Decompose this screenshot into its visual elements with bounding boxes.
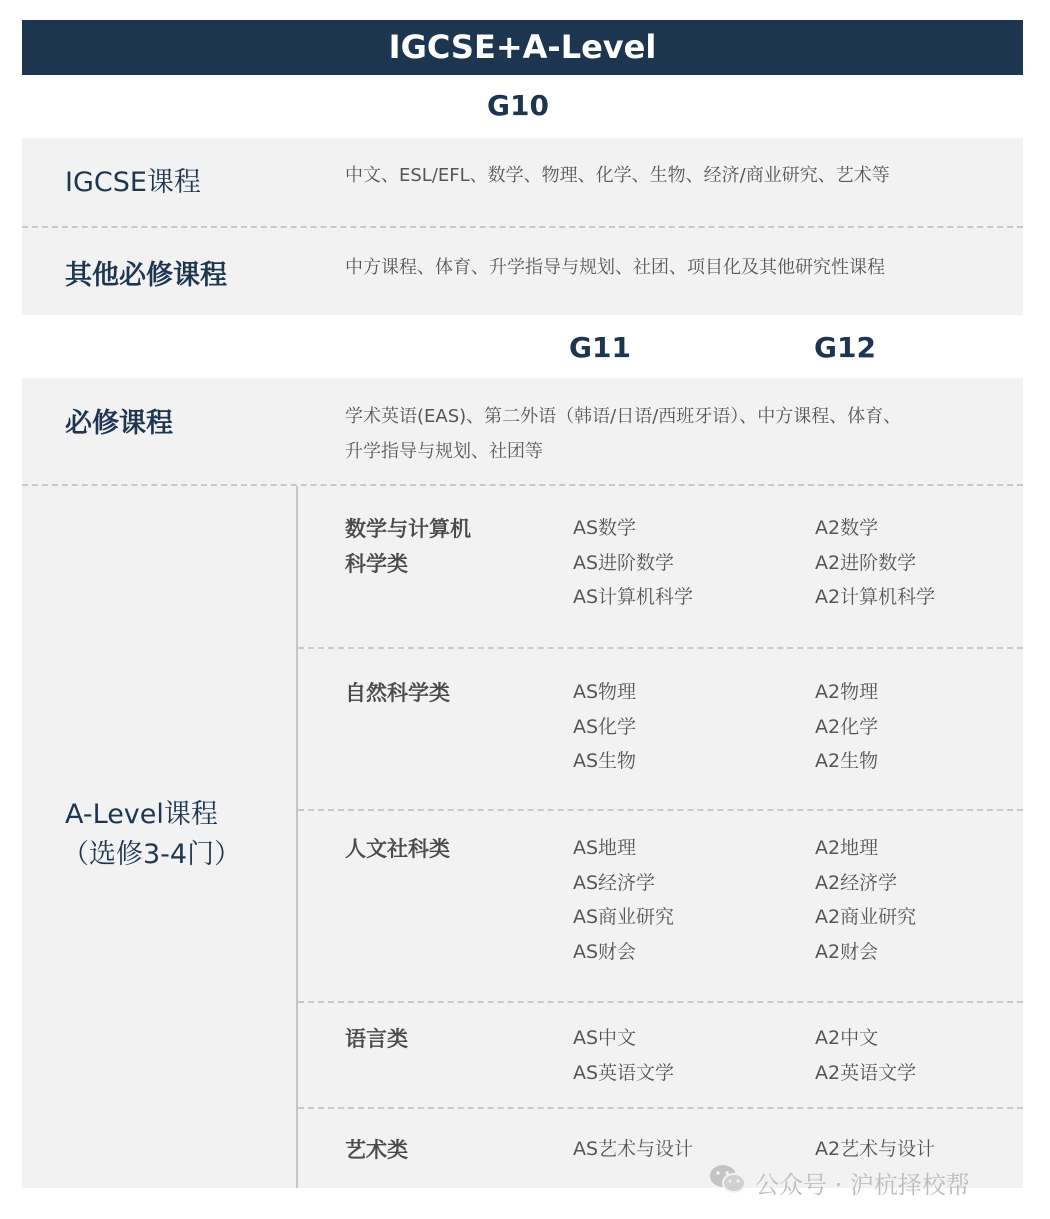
course-as: AS中文 — [573, 1027, 637, 1049]
required-text-line-2: 升学指导与规划、社团等 — [345, 441, 543, 462]
course-a2: A2地理 — [815, 837, 879, 859]
required-text-line-1: 学术英语(EAS)、第二外语（韩语/日语/西班牙语）、中方课程、体育、 — [345, 406, 902, 427]
course-as: AS生物 — [573, 750, 637, 772]
course-a2: A2经济学 — [815, 871, 898, 894]
course-as: AS商业研究 — [573, 906, 675, 928]
course-a2: A2计算机科学 — [815, 586, 936, 608]
course-as: AS化学 — [573, 715, 637, 738]
course-a2: A2化学 — [815, 715, 879, 738]
grade-g12: G12 — [814, 331, 876, 364]
course-a2: A2中文 — [815, 1027, 879, 1049]
group-name-arts: 艺术类 — [345, 1138, 408, 1162]
divider — [22, 226, 1023, 228]
course-as: AS地理 — [573, 837, 637, 859]
divider — [298, 1001, 1023, 1003]
course-as: AS计算机科学 — [573, 586, 694, 608]
divider — [298, 809, 1023, 811]
divider — [298, 647, 1023, 649]
course-a2: A2艺术与设计 — [815, 1138, 936, 1160]
course-as: AS英语文学 — [573, 1061, 675, 1084]
divider — [22, 484, 1023, 486]
row-text-igcse: 中文、ESL/EFL、数学、物理、化学、生物、经济/商业研究、艺术等 — [345, 165, 890, 186]
alevel-sublabel: （选修3-4门） — [62, 839, 242, 870]
column-divider — [296, 486, 298, 1188]
row-label-required: 必修课程 — [65, 408, 173, 439]
watermark-text: 公众号 · 沪杭择校帮 — [755, 1171, 970, 1199]
course-a2: A2商业研究 — [815, 906, 917, 928]
group-name-math-cs: 数学与计算机 — [345, 517, 471, 541]
course-a2: A2生物 — [815, 750, 879, 772]
alevel-label: A-Level课程 — [65, 799, 218, 830]
course-a2: A2英语文学 — [815, 1061, 917, 1084]
row-label-other-required: 其他必修课程 — [65, 260, 227, 291]
group-name-languages: 语言类 — [345, 1027, 408, 1051]
course-a2: A2进阶数学 — [815, 551, 917, 574]
course-as: AS艺术与设计 — [573, 1138, 694, 1160]
course-as: AS进阶数学 — [573, 551, 675, 574]
course-a2: A2数学 — [815, 517, 879, 539]
course-as: AS财会 — [573, 940, 637, 963]
course-a2: A2财会 — [815, 940, 879, 963]
course-a2: A2物理 — [815, 681, 879, 703]
wechat-icon — [708, 1163, 748, 1195]
course-as: AS数学 — [573, 517, 637, 539]
grade-g11: G11 — [569, 331, 631, 364]
course-as: AS物理 — [573, 681, 637, 703]
divider — [298, 1107, 1023, 1109]
grade-g10: G10 — [487, 89, 549, 122]
row-label-igcse: IGCSE课程 — [65, 167, 201, 198]
group-name-math-cs-line2: 科学类 — [345, 552, 408, 576]
course-as: AS经济学 — [573, 871, 656, 894]
row-text-other-required: 中方课程、体育、升学指导与规划、社团、项目化及其他研究性课程 — [345, 257, 885, 278]
page-title: IGCSE+A-Level — [388, 28, 657, 66]
group-name-natural-science: 自然科学类 — [345, 681, 450, 705]
group-name-humanities: 人文社科类 — [345, 837, 450, 861]
